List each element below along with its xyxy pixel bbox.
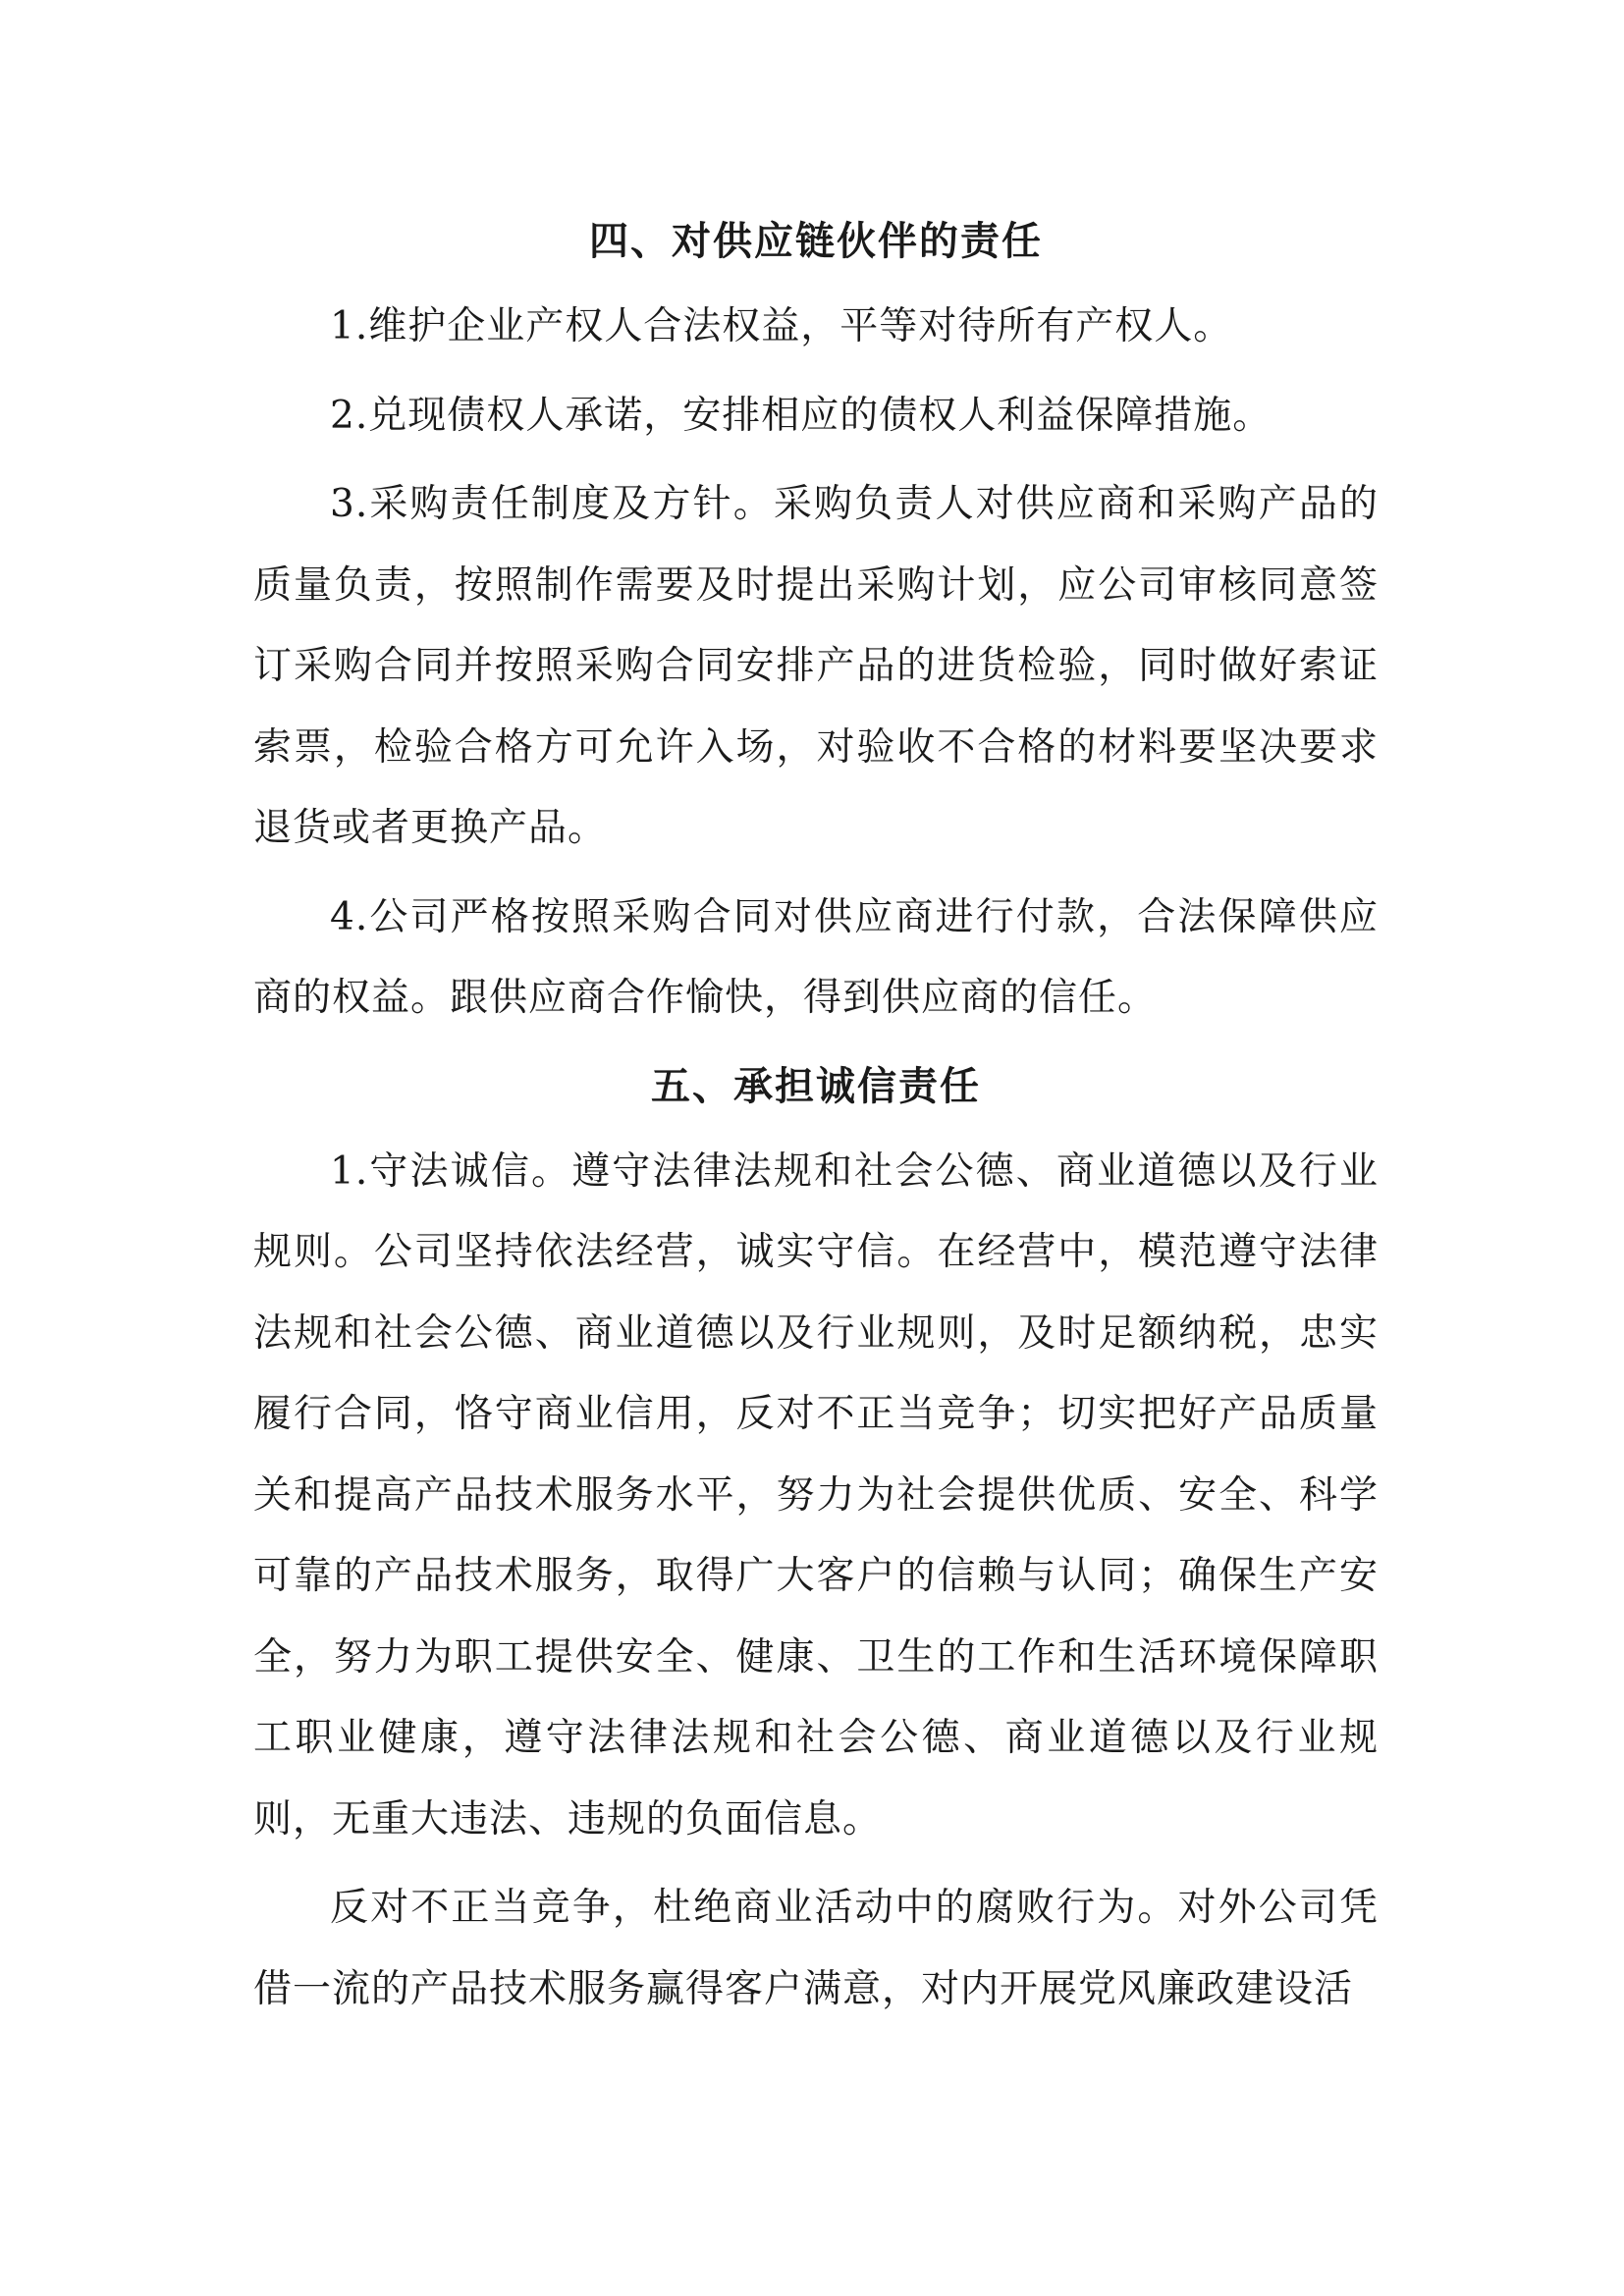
spacer [253,368,1379,376]
section-heading: 四、对供应链伙伴的责任 [589,219,1043,264]
paragraph: 反对不正当竞争，杜绝商业活动中的腐败行为。对外公司凭借一流的产品技术服务赢得客户满意，对内开展党风廉政建设活 [253,1886,1379,2011]
paragraph: 4.公司严格按照采购合同对供应商进行付款，合法保障供应商的权益。跟供应商合作愉快，得到供应商的信任。 [253,894,1379,1020]
spacer [253,456,1379,464]
spacer [253,870,1379,878]
paragraph: 2.兑现债权人承诺，安排相应的债权人利益保障措施。 [330,393,1272,438]
spacer [253,1124,1379,1132]
section-heading: 五、承担诚信责任 [651,1063,981,1109]
document-page [253,204,1379,2030]
spacer [253,1040,1379,1049]
paragraph: 3.采购责任制度及方针。采购负责人对供应商和采购产品的质量负责，按照制作需要及时提出采购计划，应公司审核同意签订采购合同并按照采购合同安排产品的进货检验，同时做好索证索票，检验合格方可允许入场，对验收不合格的材料要坚决要求退货或者更换产品。 [253,482,1379,850]
spacer [253,279,1379,287]
paragraph: 1.守法诚信。遵守法律法规和社会公德、商业道德以及行业规则。公司坚持依法经营，诚实守信。在经营中，模范遵守法律法规和社会公德、商业道德以及行业规则，及时足额纳税，忠实履行合同，恪守商业信用，反对不正当竞争；切实把好产品质量关和提高产品技术服务水平，努力为社会提供优质、安全、科学可靠的产品技术服务，取得广大客户的信赖与认同；确保生产安全，努力为职工提供安全、健康、卫生的工作和生活环境保障职工职业健康，遵守法律法规和社会公德、商业道德以及行业规则，无重大违法、违规的负面信息。 [253,1148,1379,1842]
paragraph: 1.维护企业产权人合法权益，平等对待所有产权人。 [330,304,1233,348]
spacer [253,1860,1379,1868]
